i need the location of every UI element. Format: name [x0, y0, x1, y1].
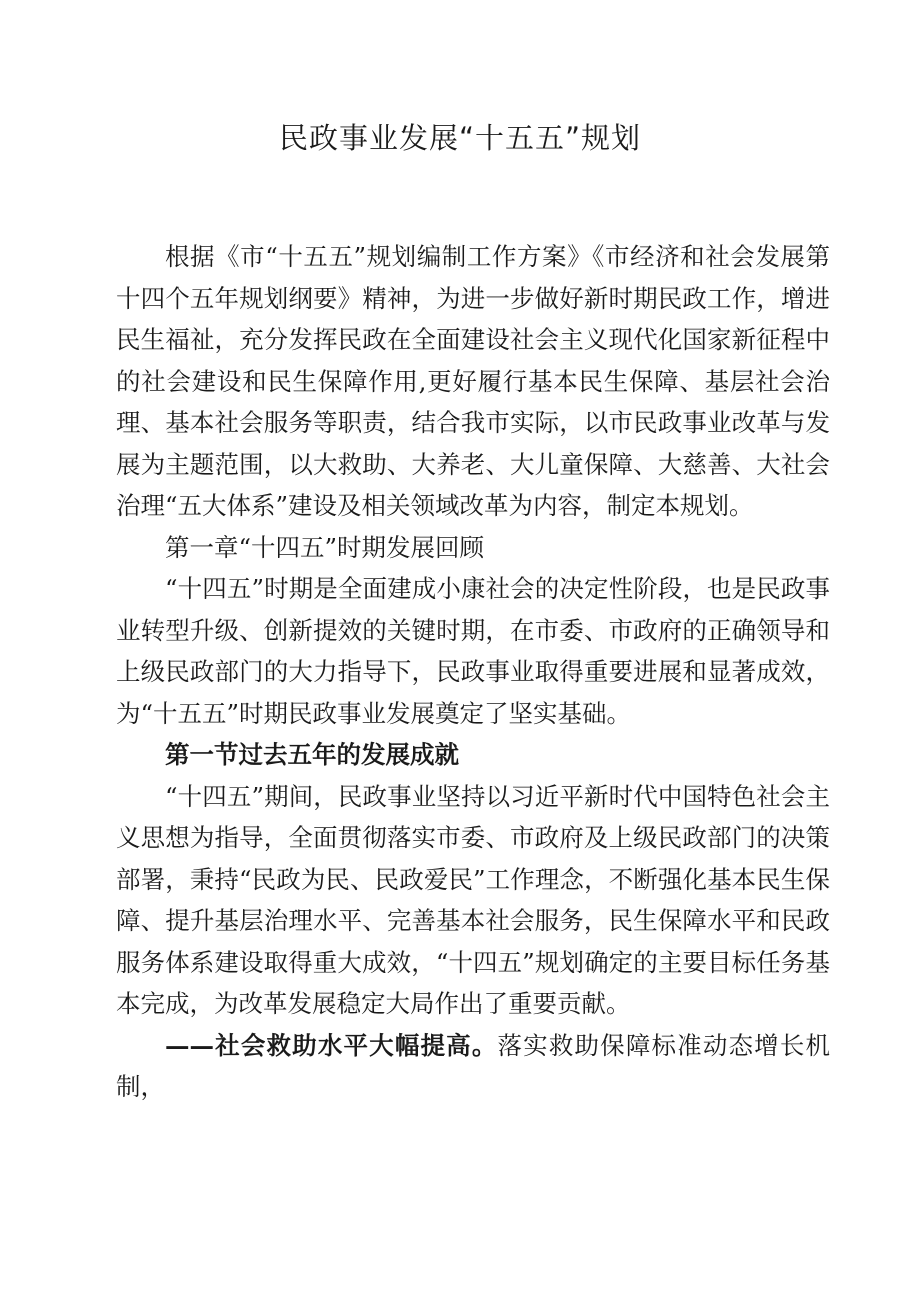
item-heading: ——社会救助水平大幅提高。: [165, 1030, 498, 1060]
intro-paragraph: 根据《市“十五五”规划编制工作方案》《市经济和社会发展第十四个五年规划纲要》精神，为进一步做好新时期民政工作，增进民生福祉，充分发挥民政在全面建设社会主义现代化国家新征程中的社会建设和民生保障作用,更好履行基本民生保障、基层社会治理、基本社会服务等职责，结合我市实际，以市民政事业改革与发展为主题范围，以大救助、大养老、大儿童保障、大慈善、大社会治理“五大体系”建设及相关领域改革为内容，制定本规划。: [116, 242, 830, 520]
document-title: 民政事业发展“十五五”规划: [278, 121, 642, 155]
section-paragraph: “十四五”期间，民政事业坚持以习近平新时代中国特色社会主义思想为指导，全面贯彻落实市委、市政府及上级民政部门的决策部署，秉持“民政为民、民政爱民”工作理念，不断强化基本民生保障、提升基层治理水平、完善基本社会服务，民生保障水平和民政服务体系建设取得重大成效，“十四五”规划确定的主要目标任务基本完成，为改革发展稳定大局作出了重要贡献。: [116, 781, 830, 1018]
item-paragraph: [116, 1025, 830, 1108]
chapter-paragraph: “十四五”时期是全面建成小康社会的决定性阶段，也是民政事业转型升级、创新提效的关键时期，在市委、市政府的正确领导和上级民政部门的大力指导下，民政事业取得重要进展和显著成效，为“十五五”时期民政事业发展奠定了坚实基础。: [116, 574, 830, 728]
section-heading: 第一节过去五年的发展成就: [165, 740, 459, 769]
document-body: [116, 236, 830, 1108]
item-text: 落实救助保障标准动态增长机制，: [116, 1030, 830, 1101]
chapter-heading: 第一章“十四五”时期发展回顾: [165, 532, 485, 562]
